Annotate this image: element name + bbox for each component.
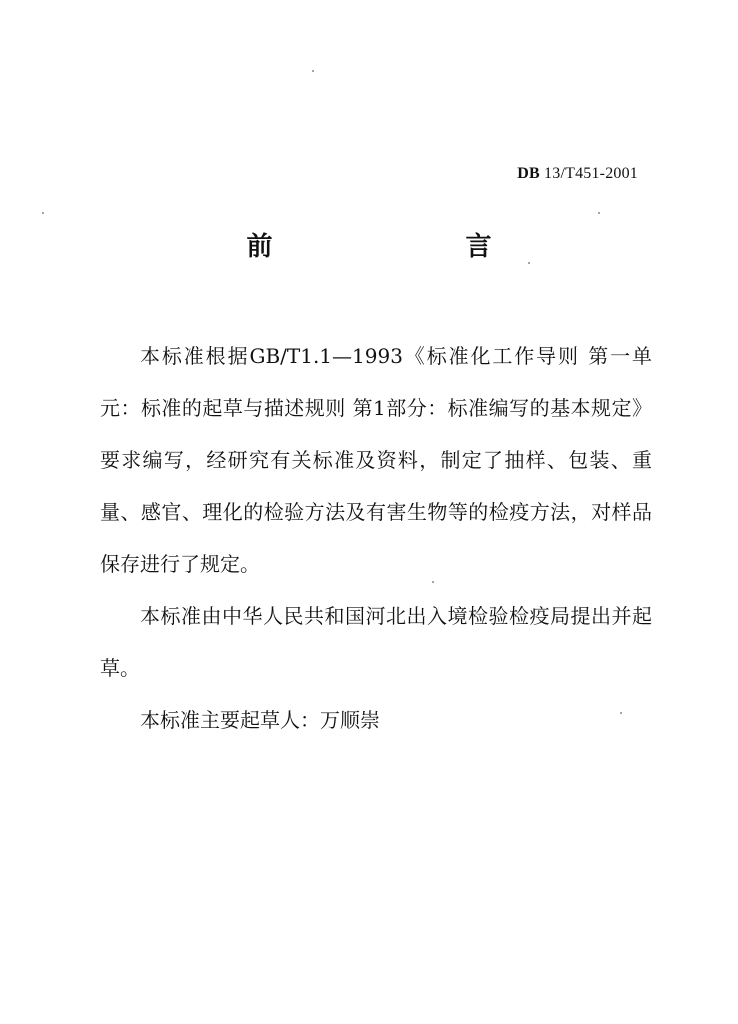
paragraph-proposer: 本标准由中华人民共和国河北出入境检验检疫局提出并起草。 bbox=[100, 604, 652, 680]
page-title: 前 言 bbox=[246, 232, 584, 262]
scan-speck bbox=[598, 212, 600, 214]
scan-speck bbox=[42, 212, 44, 214]
scan-speck bbox=[528, 262, 530, 264]
standard-code bbox=[517, 165, 638, 183]
standard-code-number: 13/T451-2001 bbox=[544, 165, 638, 182]
scan-speck bbox=[312, 70, 314, 72]
scan-speck bbox=[432, 581, 434, 583]
scan-speck bbox=[620, 712, 622, 714]
standard-code-prefix: DB bbox=[517, 165, 540, 182]
paragraph-drafter: 本标准主要起草人：万顺崇 bbox=[140, 708, 380, 732]
paragraph-basis: 本标准根据GB/T1.1—1993《标准化工作导则 第一单元：标准的起草与描述规则 第1部分：标准编写的基本规定》要求编写，经研究有关标准及资料，制定了抽样、包装、重量、感官、理化的检验方法及有害生物等的检疫方法，对样品保存进行了规定。 bbox=[100, 344, 652, 576]
foreword-body bbox=[100, 330, 652, 746]
